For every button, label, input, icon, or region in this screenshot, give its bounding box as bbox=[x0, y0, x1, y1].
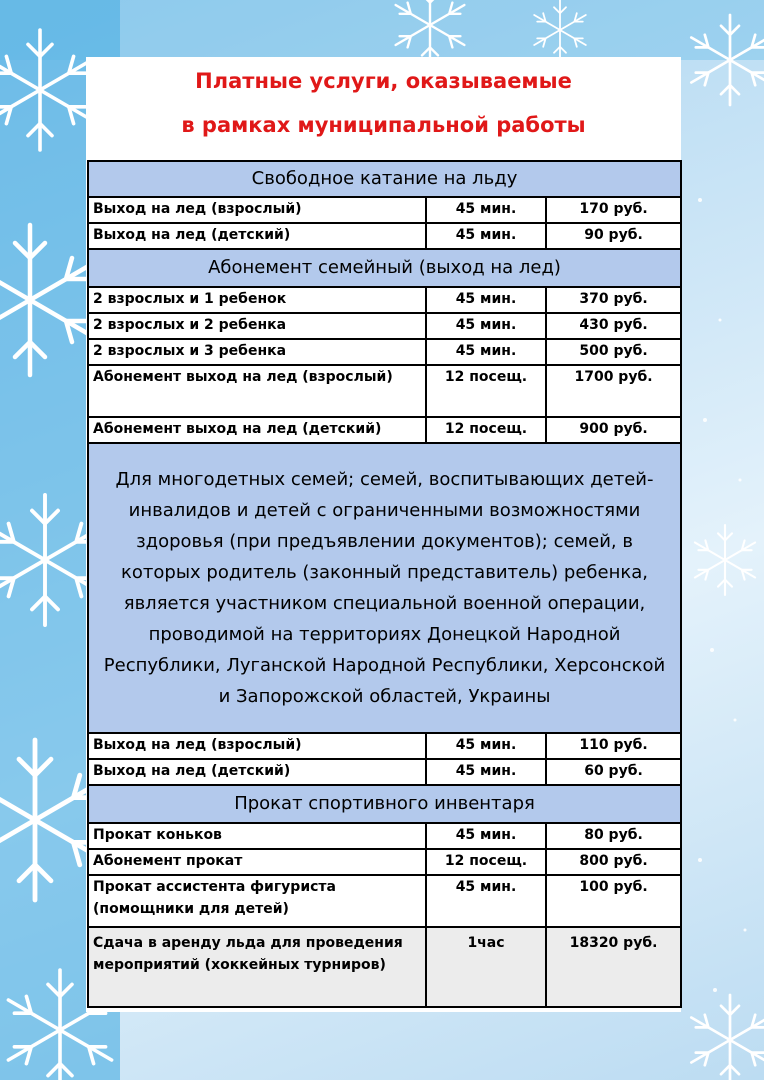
table-row bbox=[88, 759, 681, 785]
service-name: 2 взрослых и 1 ребенок bbox=[88, 287, 426, 313]
service-name: Абонемент выход на лед (взрослый) bbox=[88, 365, 426, 417]
page-title bbox=[86, 57, 681, 160]
section-header-family-pass bbox=[88, 249, 681, 287]
service-duration: 45 мин. bbox=[426, 733, 546, 759]
section-header-large-families bbox=[88, 443, 681, 733]
service-name: Прокат ассистента фигуриста (помощники для детей) bbox=[88, 875, 426, 927]
title-line-2: в рамках муниципальной работы bbox=[181, 113, 586, 137]
service-price: 60 руб. bbox=[546, 759, 681, 785]
section-header-label: Прокат спортивного инвентаря bbox=[88, 785, 681, 823]
service-duration: 45 мин. bbox=[426, 313, 546, 339]
section-header-label: Абонемент семейный (выход на лед) bbox=[88, 249, 681, 287]
service-price: 430 руб. bbox=[546, 313, 681, 339]
service-price: 110 руб. bbox=[546, 733, 681, 759]
service-name: Выход на лед (взрослый) bbox=[88, 733, 426, 759]
service-price: 800 руб. bbox=[546, 849, 681, 875]
service-name: Абонемент прокат bbox=[88, 849, 426, 875]
price-table bbox=[87, 160, 682, 1008]
service-price: 80 руб. bbox=[546, 823, 681, 849]
service-price: 500 руб. bbox=[546, 339, 681, 365]
title-line-1: Платные услуги, оказываемые bbox=[195, 69, 572, 93]
service-price: 1700 руб. bbox=[546, 365, 681, 417]
service-name: 2 взрослых и 2 ребенка bbox=[88, 313, 426, 339]
table-row bbox=[88, 875, 681, 927]
service-name: Сдача в аренду льда для проведения мероприятий (хоккейных турниров) bbox=[88, 927, 426, 1007]
section-header-equipment-rental bbox=[88, 785, 681, 823]
table-row bbox=[88, 417, 681, 443]
table-row bbox=[88, 197, 681, 223]
table-row bbox=[88, 339, 681, 365]
service-price: 170 руб. bbox=[546, 197, 681, 223]
service-price: 100 руб. bbox=[546, 875, 681, 927]
service-name: Выход на лед (детский) bbox=[88, 223, 426, 249]
service-duration: 45 мин. bbox=[426, 759, 546, 785]
service-duration: 45 мин. bbox=[426, 823, 546, 849]
table-row bbox=[88, 365, 681, 417]
service-duration: 12 посещ. bbox=[426, 365, 546, 417]
service-name: Выход на лед (взрослый) bbox=[88, 197, 426, 223]
service-price: 370 руб. bbox=[546, 287, 681, 313]
service-duration: 45 мин. bbox=[426, 875, 546, 927]
snowflake-icon bbox=[691, 995, 764, 1080]
table-row bbox=[88, 287, 681, 313]
table-row bbox=[88, 927, 681, 1007]
service-name: 2 взрослых и 3 ребенка bbox=[88, 339, 426, 365]
service-name: Абонемент выход на лед (детский) bbox=[88, 417, 426, 443]
service-name: Выход на лед (детский) bbox=[88, 759, 426, 785]
table-row bbox=[88, 849, 681, 875]
service-name: Прокат коньков bbox=[88, 823, 426, 849]
section-header-label: Свободное катание на льду bbox=[88, 161, 681, 197]
table-row bbox=[88, 223, 681, 249]
section-header-free-skating bbox=[88, 161, 681, 197]
table-row bbox=[88, 823, 681, 849]
section-header-label: Для многодетных семей; семей, воспитывающих детей-инвалидов и детей с ограниченными возможностями здоровья (при предъявлении документов); семей, в которых родитель (законный представитель) ребенка, является участником специальной военной операции, проводимой на территориях Донецкой Народной Республики, Луганской Народной Республики, Херсонской и Запорожской областей, Украины bbox=[88, 443, 681, 733]
service-duration: 45 мин. bbox=[426, 287, 546, 313]
service-price: 90 руб. bbox=[546, 223, 681, 249]
service-price: 18320 руб. bbox=[546, 927, 681, 1007]
table-row bbox=[88, 733, 681, 759]
service-duration: 45 мин. bbox=[426, 339, 546, 365]
service-duration: 12 посещ. bbox=[426, 849, 546, 875]
service-duration: 45 мин. bbox=[426, 223, 546, 249]
service-duration: 45 мин. bbox=[426, 197, 546, 223]
service-duration: 1час bbox=[426, 927, 546, 1007]
snowflake-icon bbox=[695, 525, 755, 595]
service-duration: 12 посещ. bbox=[426, 417, 546, 443]
table-row bbox=[88, 313, 681, 339]
service-price: 900 руб. bbox=[546, 417, 681, 443]
